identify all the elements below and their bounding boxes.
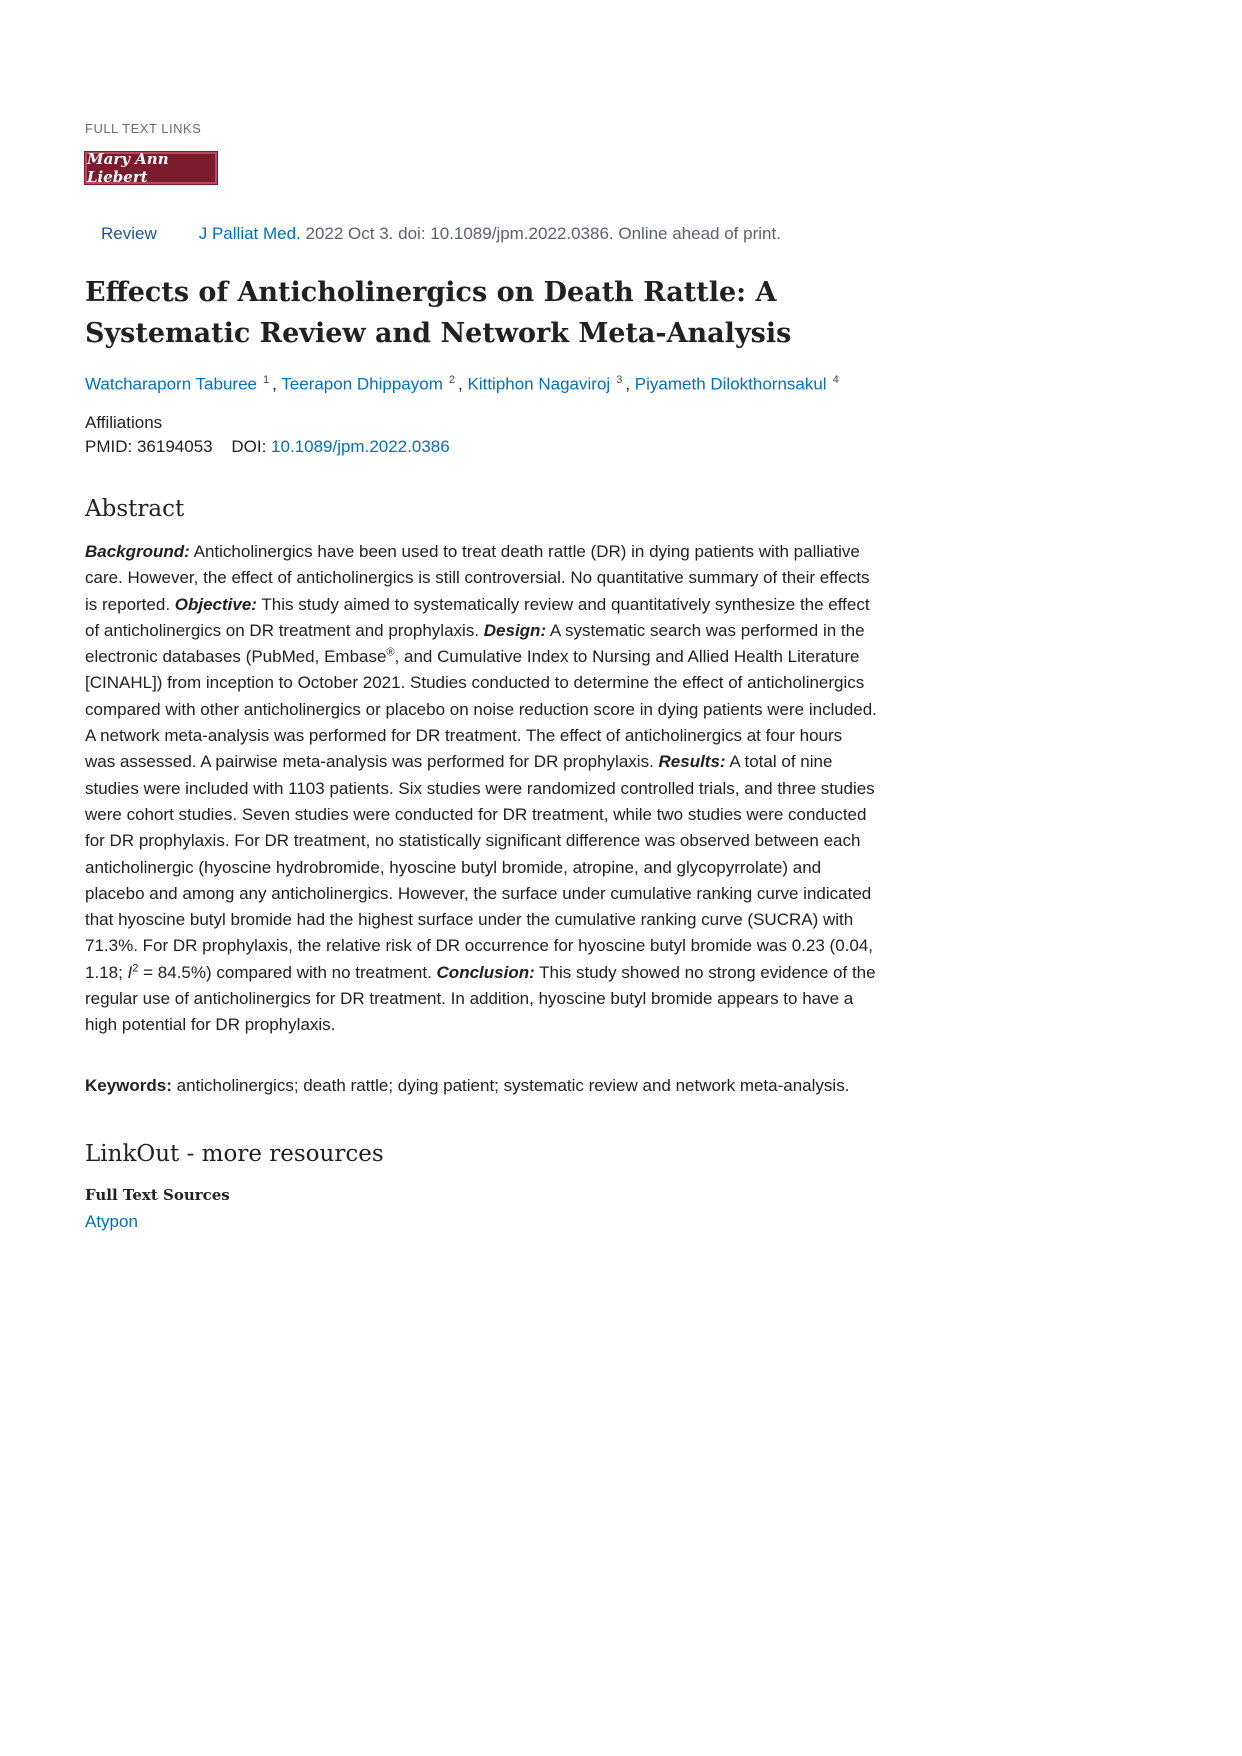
full-text-links-heading: FULL TEXT LINKS xyxy=(85,121,202,136)
citation-details: 2022 Oct 3. doi: 10.1089/jpm.2022.0386. Online ahead of print. xyxy=(300,224,781,243)
section-label-objective: Objective: xyxy=(174,594,257,614)
author-separator: , xyxy=(458,374,463,394)
doi-link[interactable]: 10.1089/jpm.2022.0386 xyxy=(271,437,450,456)
article-title: Effects of Anticholinergics on Death Rattle: A Systematic Review and Network Meta-Analysis xyxy=(85,277,792,349)
section-text-background: Anticholinergics have been used to treat death rattle (DR) in dying patients with palliative care. However, the effect of anticholinergics is still controversial. No quantitative summary of their effects is reported. xyxy=(85,542,870,614)
journal-link[interactable]: J Palliat Med. xyxy=(198,224,301,243)
author-separator: , xyxy=(625,374,631,394)
registered-mark: ® xyxy=(386,646,395,659)
affiliation-number[interactable]: 3 xyxy=(616,374,623,386)
publication-type-button[interactable]: Review xyxy=(101,224,157,243)
i-squared-exponent: 2 xyxy=(132,962,139,975)
section-text-conclusion: This study showed no strong evidence of the regular use of anticholinergics for DR treatment. In addition, hyoscine butyl bromide appears to have a high potential for DR prophylaxis. xyxy=(85,962,876,1035)
affiliation-number[interactable]: 4 xyxy=(832,374,839,386)
section-text-design: A systematic search was performed in the electronic databases (PubMed, Embase xyxy=(85,620,865,667)
affiliations-toggle[interactable]: Affiliations xyxy=(85,413,163,432)
affiliation-number[interactable]: 2 xyxy=(448,374,456,386)
author-link[interactable]: Teerapon Dhippayom xyxy=(281,374,443,394)
pmid-value: 36194053 xyxy=(136,437,213,456)
author-link[interactable]: Piyameth Dilokthornsakul xyxy=(634,374,827,394)
author-list xyxy=(85,374,905,395)
author-separator: , xyxy=(272,374,277,394)
doi-label: DOI: xyxy=(231,437,267,456)
citation-line xyxy=(101,224,781,244)
abstract-heading: Abstract xyxy=(85,496,185,522)
atypon-link[interactable]: Atypon xyxy=(85,1212,138,1231)
full-text-sources-heading: Full Text Sources xyxy=(85,1186,230,1204)
section-label-background: Background: xyxy=(85,542,190,561)
i-squared-symbol: I xyxy=(127,962,133,982)
section-text-results-cont: = 84.5%) compared with no treatment. xyxy=(138,962,437,982)
identifiers xyxy=(85,437,450,457)
section-text-results: A total of nine studies were included with 1103 patients. Six studies were randomized controlled trials, and three studies were cohort studies. Seven studies were conducted for DR treatment, while two studies were conducted for DR prophylaxis. For DR treatment, no statistically significant difference was observed between each anticholinergic (hyoscine hydrobromide, hyoscine butyl bromide, atropine, and glycopyrrolate) and placebo and among any anticholinergics. However, the surface under cumulative ranking curve indicated that hyoscine butyl bromide had the highest surface under the cumulative ranking curve (SUCRA) with 71.3%. For DR prophylaxis, the relative risk of DR occurrence for hyoscine butyl bromide was 0.23 (0.04, 1.18; xyxy=(85,752,875,982)
keywords xyxy=(85,1076,905,1096)
pmid-label: PMID: xyxy=(85,437,133,456)
abstract-text xyxy=(85,539,877,1039)
keywords-label: Keywords: xyxy=(85,1076,172,1095)
affiliation-number[interactable]: 1 xyxy=(263,374,270,386)
linkout-heading: LinkOut - more resources xyxy=(85,1141,384,1167)
keywords-text: anticholinergics; death rattle; dying patient; systematic review and network meta-analysis. xyxy=(171,1076,850,1095)
section-text-objective: This study aimed to systematically review and quantitatively synthesize the effect of anticholinergics on DR treatment and prophylaxis. xyxy=(85,594,870,640)
author-link[interactable]: Kittiphon Nagaviroj xyxy=(467,374,611,394)
section-label-conclusion: Conclusion: xyxy=(436,962,535,982)
publisher-logo-link[interactable]: Mary Ann Liebert xyxy=(85,152,217,184)
section-label-results: Results: xyxy=(658,752,726,772)
section-label-design: Design: xyxy=(483,620,547,640)
section-text-design-cont: , and Cumulative Index to Nursing and Allied Health Literature [CINAHL]) from inception to October 2021. Studies conducted to determine the effect of anticholinergics compared with other anticholinergics or placebo on noise reduction score in dying patients were included. A network meta-analysis was performed for DR treatment. The effect of anticholinergics at four hours was assessed. A pairwise meta-analysis was performed for DR prophylaxis. xyxy=(85,647,877,772)
author-link[interactable]: Watcharaporn Taburee xyxy=(85,374,257,394)
